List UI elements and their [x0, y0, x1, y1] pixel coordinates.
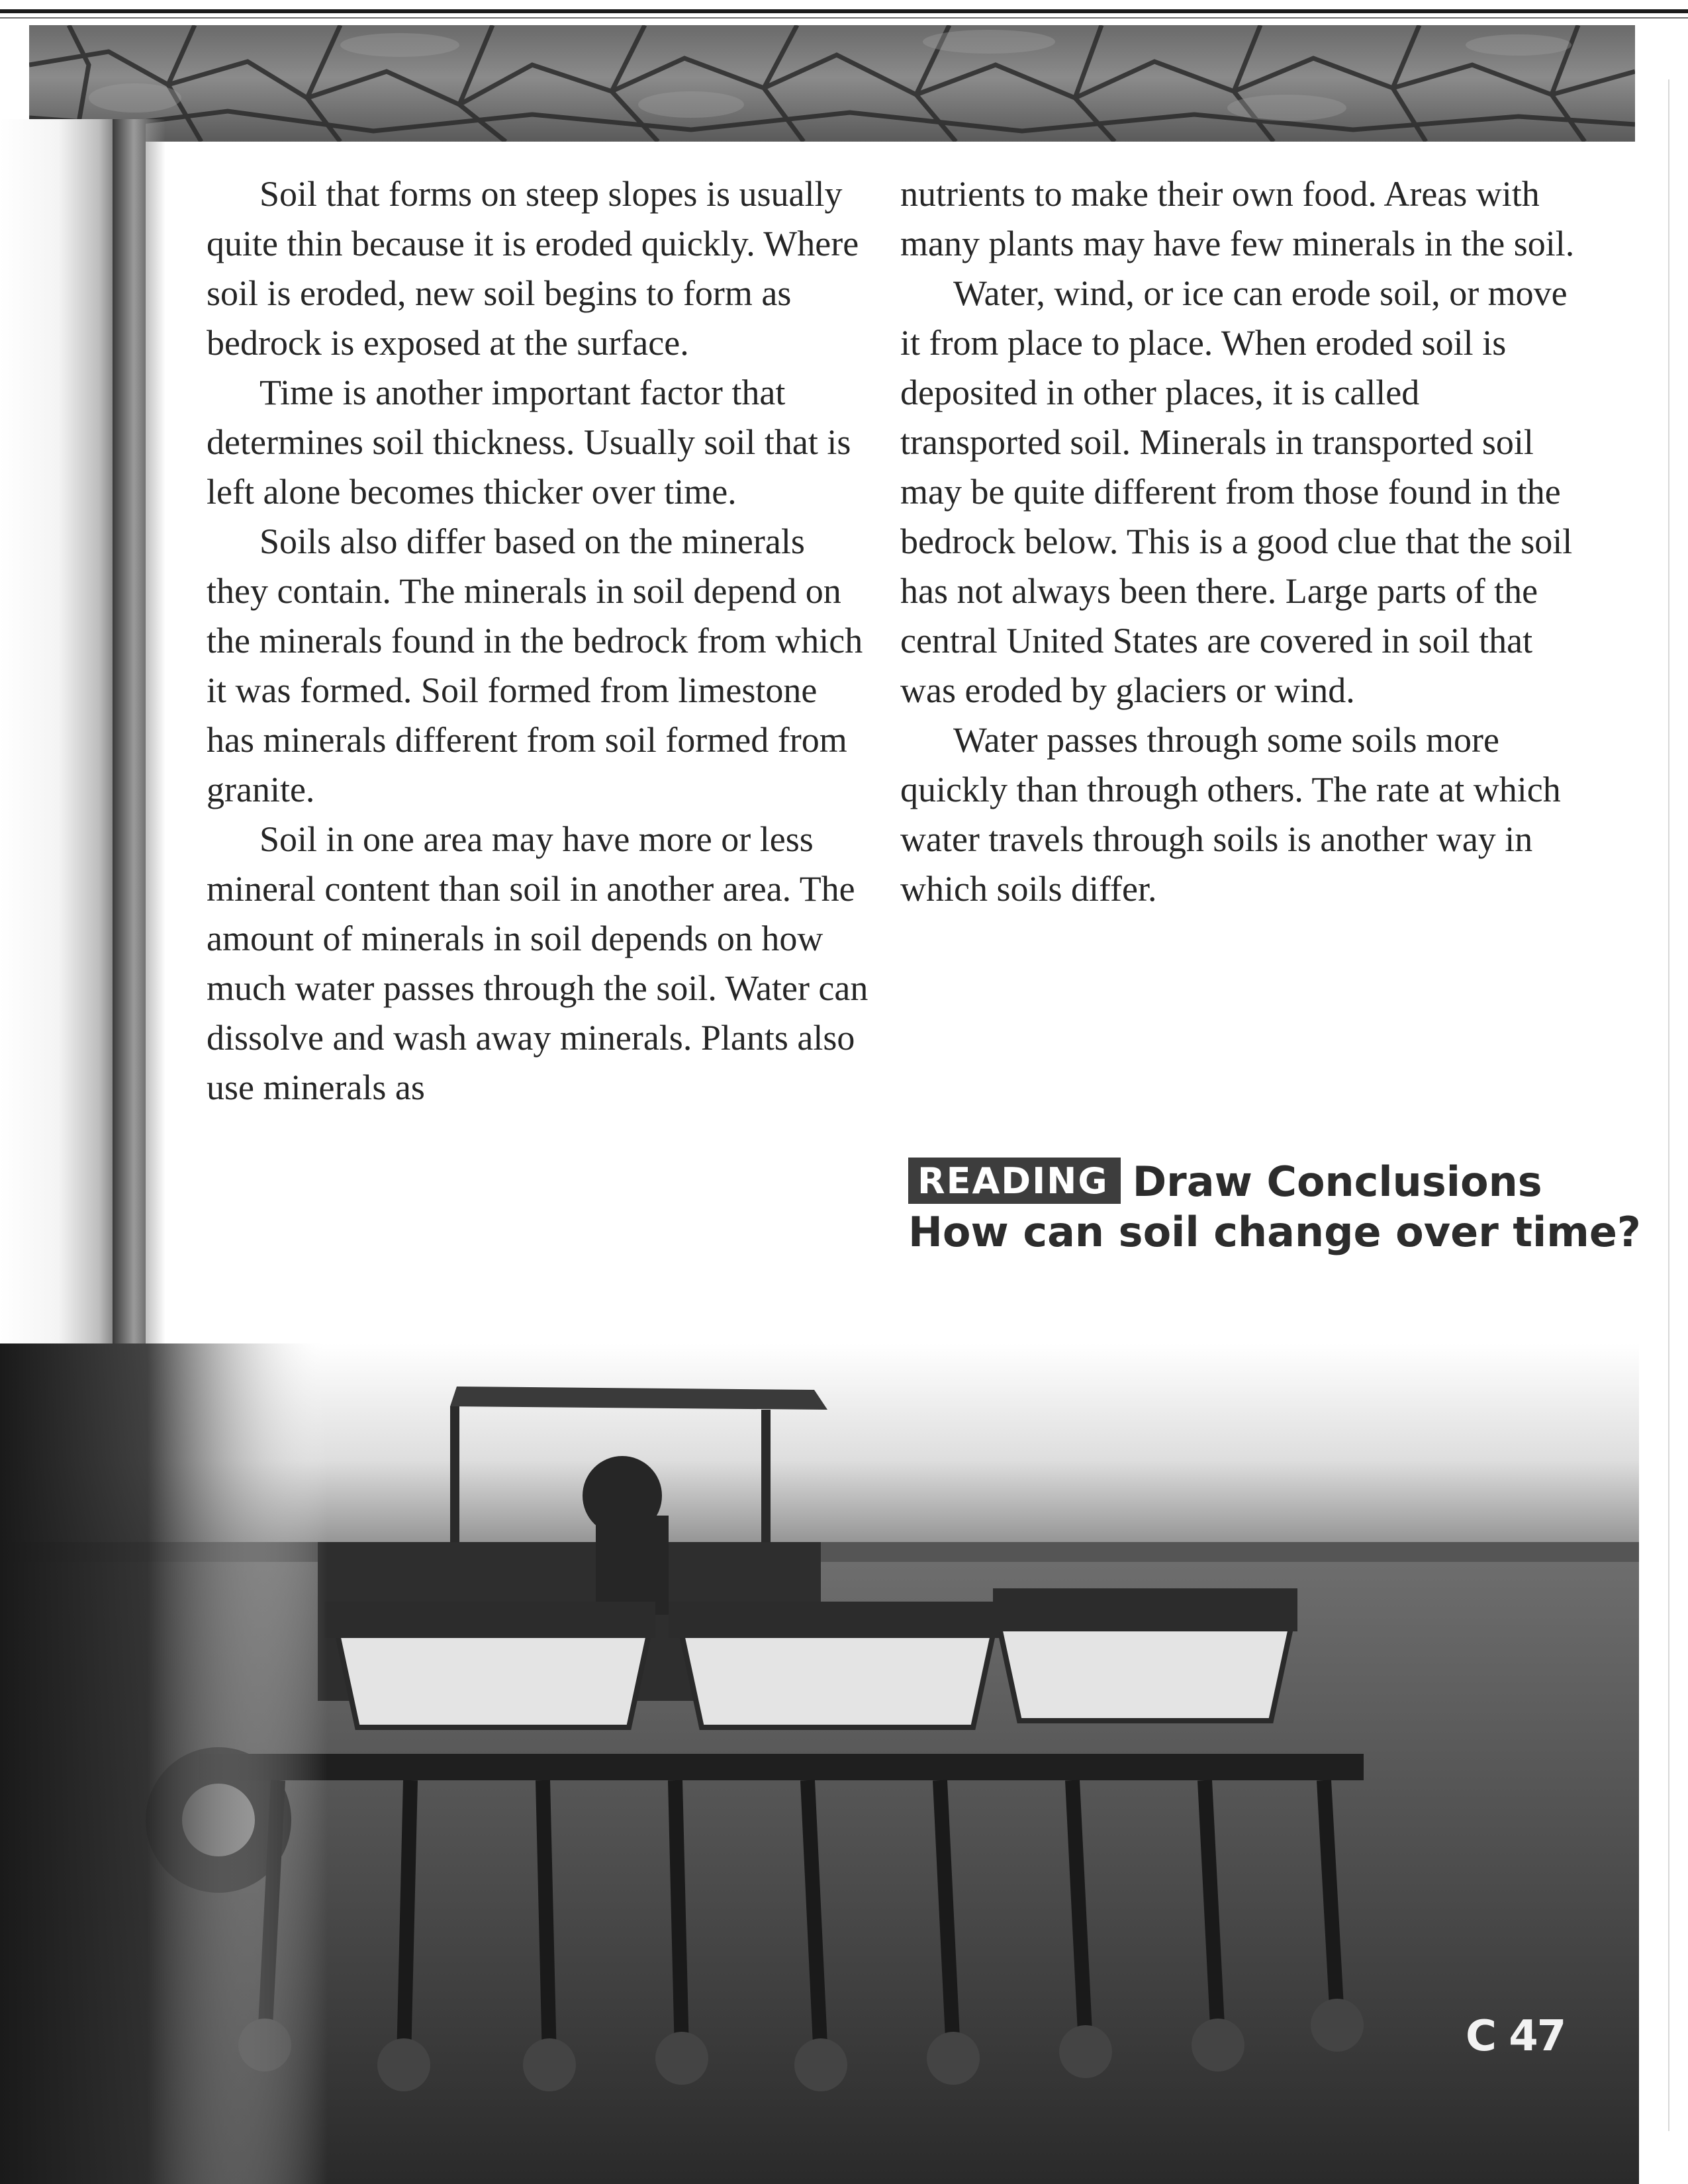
callout-title: Draw Conclusions	[1132, 1158, 1542, 1206]
page-number: C 47	[1466, 2012, 1566, 2061]
paragraph: nutrients to make their own food. Areas with many plants may have few minerals in the soil.	[900, 174, 1575, 263]
callout-question: How can soil change over time?	[908, 1208, 1641, 1256]
paragraph: Soil that forms on steep slopes is usually quite thin because it is eroded quickly. Where soil is eroded, new soil begins to form as bedrock is exposed at the surface.	[207, 174, 859, 363]
paragraph: Water passes through some soils more quickly than through others. The rate at which water travels through soils is another way in which soils differ.	[900, 720, 1561, 909]
tractor-photo	[0, 1343, 1639, 2184]
reading-callout	[908, 1157, 1641, 1257]
tractor-planting-image	[0, 1343, 1639, 2184]
page-edge	[1668, 79, 1669, 2131]
paragraph: Soil in one area may have more or less mineral content than soil in another area. The amount of minerals in soil depends on how much water passes through the soil. Water can dissolve and wash away minerals. Plants also use minerals as	[207, 819, 868, 1107]
paragraph: Soils also differ based on the minerals they contain. The minerals in soil depend on the minerals found in the bedrock from which it was formed. Soil formed from limestone has minerals different from soil formed from granite.	[207, 522, 863, 809]
paragraph: Water, wind, or ice can erode soil, or move it from place to place. When eroded soil is deposited in other places, it is called transported soil. Minerals in transported soil may be quite different from those found in the bedrock below. This is a good clue that the soil has not always been there. Large parts of the central United States are covered in soil that was eroded by glaciers or wind.	[900, 273, 1573, 710]
top-rule	[0, 9, 1688, 13]
cracked-soil-banner	[29, 25, 1635, 142]
page-gutter-fade	[113, 119, 165, 1443]
cracked-soil-texture	[29, 25, 1635, 142]
reading-tag: READING	[908, 1158, 1121, 1204]
right-text-column	[900, 169, 1575, 914]
callout-heading	[908, 1157, 1570, 1207]
top-rule-thin	[0, 17, 1688, 19]
paragraph: Time is another important factor that determines soil thickness. Usually soil that is left alone becomes thicker over time.	[207, 373, 851, 512]
left-text-column	[207, 169, 868, 1113]
